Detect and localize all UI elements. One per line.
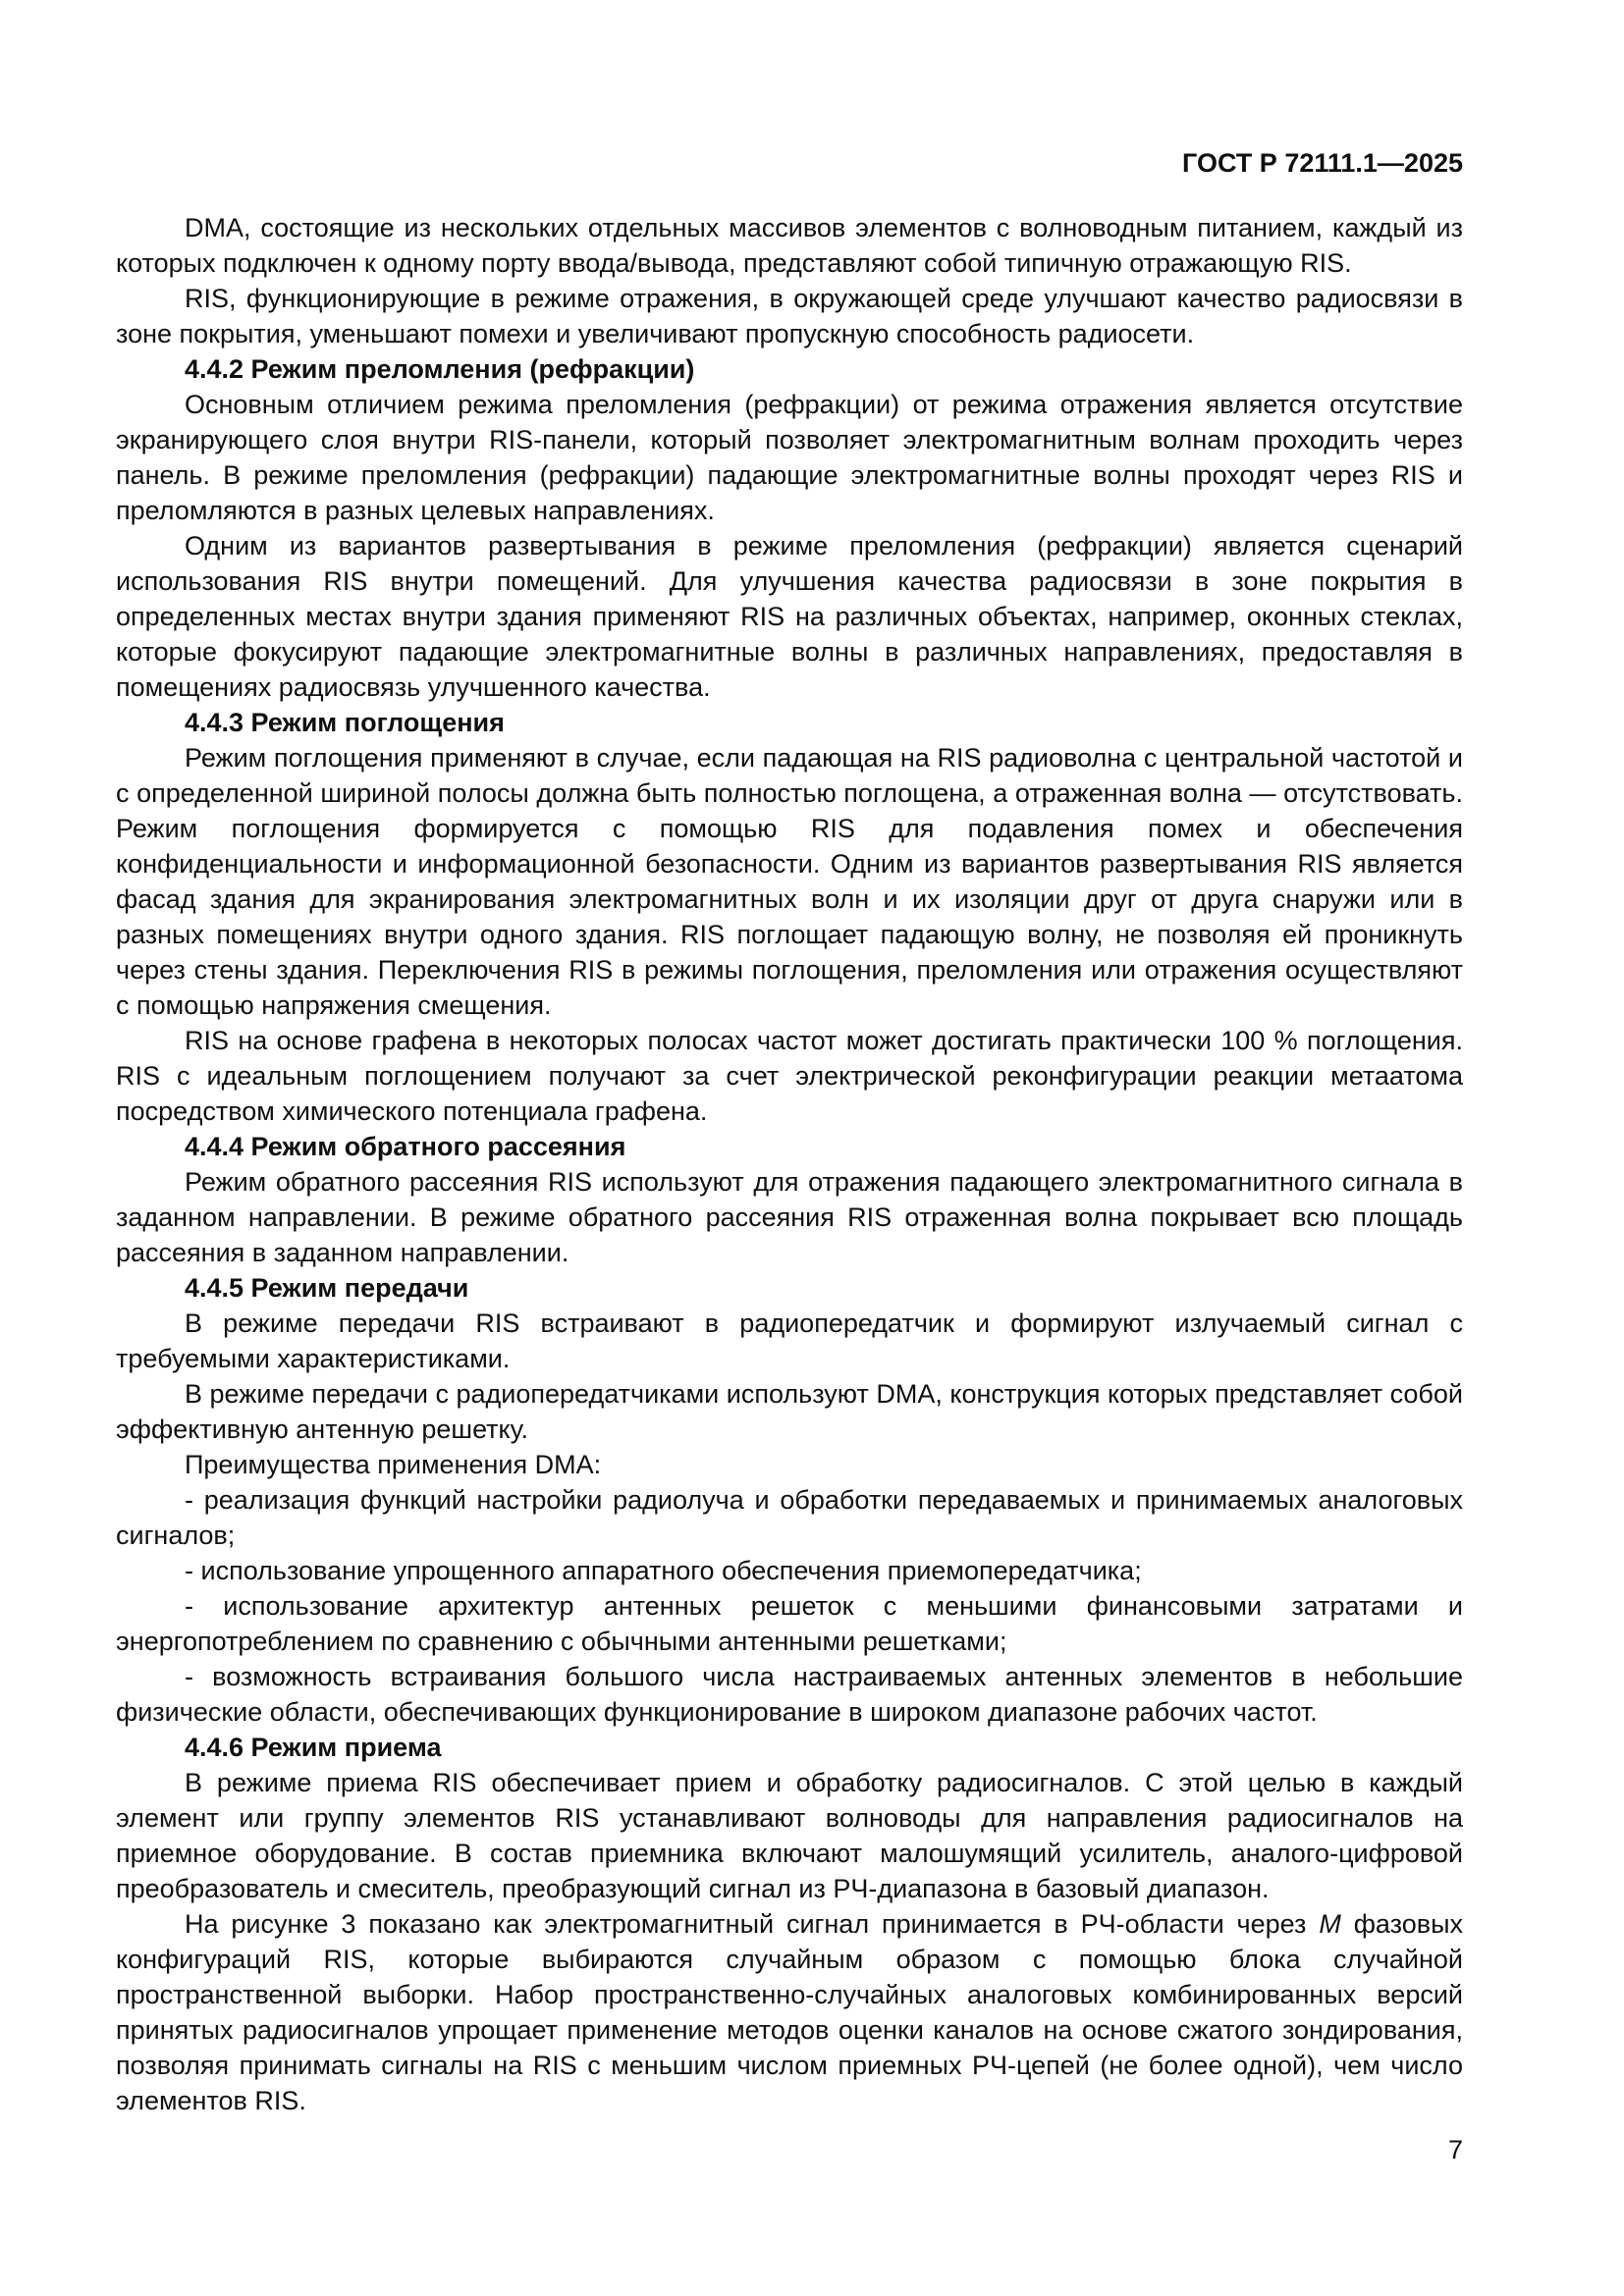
page-number: 7 (1447, 2135, 1463, 2164)
paragraph: Режим поглощения применяют в случае, если падающая на RIS радиоволна с центральной частотой и с определенной шириной полосы должна быть полностью поглощена, а отраженная волна — отсутствовать. Режим поглощения формируется с помощью RIS для подавления помех и обеспечения конфиденциальности и информационной безопасности. Одним из вариантов развертывания RIS является фасад здания для экранирования электромагнитных волн и их изоляции друг от друга снаружи или в разных помещениях внутри одного здания. RIS поглощает падающую волну, не позволяя ей проникнуть через стены здания. Переключения RIS в режимы поглощения, преломления или отражения осуществляют с помощью напряжения смещения. (116, 743, 1463, 1020)
document-header: ГОСТ Р 72111.1—2025 (1182, 148, 1463, 178)
paragraph (116, 1906, 1463, 2118)
document-content (116, 145, 1463, 2167)
section-heading: 4.4.4 Режим обратного рассеяния (185, 1132, 626, 1161)
paragraph: DMA, состоящие из нескольких отдельных массивов элементов с волноводным питанием, каждый из которых подключен к одному порту ввода/вывода, представляют собой типичную отражающую RIS. (116, 213, 1463, 278)
paragraph: RIS на основе графена в некоторых полосах частот может достигать практически 100 % поглощения. RIS с идеальным поглощением получают за счет электрической реконфигурации реакции метаатома посредством химического потенциала графена. (116, 1026, 1463, 1126)
section-heading: 4.4.6 Режим приема (185, 1733, 442, 1762)
section-heading: 4.4.3 Режим поглощения (185, 708, 505, 737)
list-item: - возможность встраивания большого числа настраиваемых антенных элементов в небольшие физические области, обеспечивающих функционирование в широком диапазоне рабочих частот. (116, 1662, 1463, 1727)
text-run: фазовых конфигураций RIS, которые выбираются случайным образом с помощью блока случайной пространственной выборки. Набор пространственно-случайных аналоговых комбинированных версий принятых радиосигналов упрощает применение методов оценки каналов на основе сжатого зондирования, позволяя принимать сигналы на RIS с меньшим числом приемных РЧ-цепей (не более одной), чем число элементов RIS. (116, 1909, 1463, 2115)
paragraph: Режим обратного рассеяния RIS используют для отражения падающего электромагнитного сигнала в заданном направлении. В режиме обратного рассеяния RIS отраженная волна покрывает всю площадь рассеяния в заданном направлении. (116, 1167, 1463, 1267)
list-item: - использование упрощенного аппаратного обеспечения приемопередатчика; (185, 1556, 1142, 1585)
list-item: - реализация функций настройки радиолуча и обработки передаваемых и принимаемых аналоговых сигналов; (116, 1485, 1463, 1550)
italic-variable: M (1319, 1909, 1341, 1939)
paragraph: RIS, функционирующие в режиме отражения, в окружающей среде улучшают качество радиосвязи в зоне покрытия, уменьшают помехи и увеличивают пропускную способность радиосети. (116, 284, 1463, 348)
paragraph: В режиме передачи с радиопередатчиками используют DMA, конструкция которых представляет собой эффективную антенную решетку. (116, 1379, 1463, 1444)
paragraph: В режиме передачи RIS встраивают в радиопередатчик и формируют излучаемый сигнал с требуемыми характеристиками. (116, 1308, 1463, 1373)
text-run: На рисунке 3 показано как электромагнитный сигнал принимается в РЧ-области через (185, 1909, 1320, 1939)
list-item: - использование архитектур антенных решеток с меньшими финансовыми затратами и энергопотреблением по сравнению с обычными антенными решетками; (116, 1591, 1463, 1656)
paragraph: В режиме приема RIS обеспечивает прием и обработку радиосигналов. С этой целью в каждый элемент или группу элементов RIS устанавливают волноводы для направления радиосигналов на приемное оборудование. В состав приемника включают малошумящий усилитель, аналого-цифровой преобразователь и смеситель, преобразующий сигнал из РЧ-диапазона в базовый диапазон. (116, 1768, 1463, 1903)
section-heading: 4.4.5 Режим передачи (185, 1273, 469, 1303)
section-heading: 4.4.2 Режим преломления (рефракции) (185, 354, 695, 384)
paragraph: Преимущества применения DMA: (185, 1450, 602, 1479)
paragraph: Одним из вариантов развертывания в режиме преломления (рефракции) является сценарий использования RIS внутри помещений. Для улучшения качества радиосвязи в зоне покрытия в определенных местах внутри здания применяют RIS на различных объектах, например, оконных стеклах, которые фокусируют падающие электромагнитные волны в различных направлениях, предоставляя в помещениях радиосвязь улучшенного качества. (116, 531, 1463, 702)
paragraph: Основным отличием режима преломления (рефракции) от режима отражения является отсутствие экранирующего слоя внутри RIS-панели, который позволяет электромагнитным волнам проходить через панель. В режиме преломления (рефракции) падающие электромагнитные волны проходят через RIS и преломляются в разных целевых направлениях. (116, 390, 1463, 525)
document-body (116, 210, 1463, 2118)
